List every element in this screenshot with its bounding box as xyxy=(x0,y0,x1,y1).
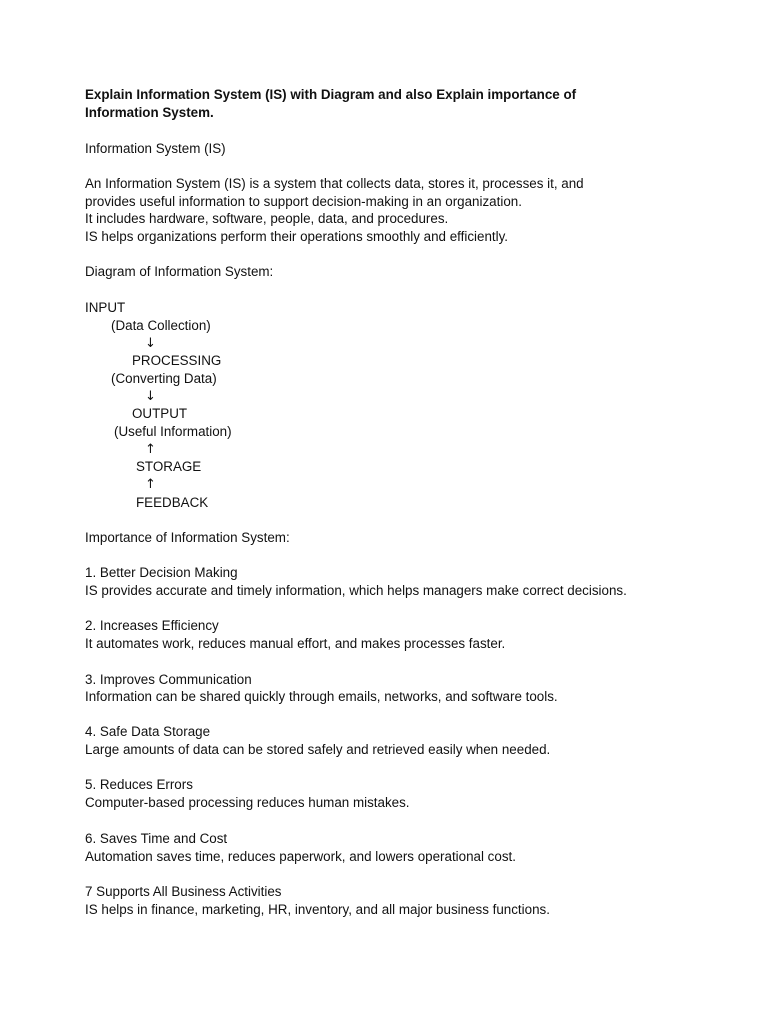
diagram-output: OUTPUT xyxy=(132,406,188,421)
point-title: 5. Reduces Errors xyxy=(85,777,193,792)
point-text: IS helps in finance, marketing, HR, inventory, and all major business functions. xyxy=(85,902,550,917)
point-title: 2. Increases Efficiency xyxy=(85,618,219,633)
section-heading: Information System (IS) xyxy=(85,141,226,156)
intro-line: An Information System (IS) is a system that collects data, stores it, processes it, and xyxy=(85,176,584,191)
point-title: 4. Safe Data Storage xyxy=(85,724,211,739)
document-title-line-2: Information System. xyxy=(85,105,214,120)
point-title: 7 Supports All Business Activities xyxy=(85,884,282,899)
diagram-feedback: FEEDBACK xyxy=(136,495,209,510)
document-title-line-1: Explain Information System (IS) with Diagram and also Explain importance of xyxy=(85,87,577,102)
arrow-up-icon: ↑ xyxy=(145,477,156,492)
point-title: 1. Better Decision Making xyxy=(85,565,238,580)
point-title: 3. Improves Communication xyxy=(85,672,252,687)
arrow-up-icon: ↑ xyxy=(145,442,156,457)
diagram-storage: STORAGE xyxy=(136,459,202,474)
arrow-down-icon: ↓ xyxy=(145,336,156,351)
diagram-processing-note: (Converting Data) xyxy=(111,371,217,386)
diagram-output-note: (Useful Information) xyxy=(114,424,232,439)
point-text: Information can be shared quickly through emails, networks, and software tools. xyxy=(85,689,558,704)
importance-heading: Importance of Information System: xyxy=(85,530,290,545)
intro-line: IS helps organizations perform their operations smoothly and efficiently. xyxy=(85,229,509,244)
diagram-input: INPUT xyxy=(85,300,126,315)
point-text: Large amounts of data can be stored safely and retrieved easily when needed. xyxy=(85,742,551,757)
point-title: 6. Saves Time and Cost xyxy=(85,831,228,846)
point-text: IS provides accurate and timely information, which helps managers make correct decisions. xyxy=(85,583,627,598)
point-text: Computer-based processing reduces human mistakes. xyxy=(85,795,410,810)
intro-line: provides useful information to support decision-making in an organization. xyxy=(85,194,522,209)
diagram-processing: PROCESSING xyxy=(132,353,222,368)
diagram-heading: Diagram of Information System: xyxy=(85,264,274,279)
arrow-down-icon: ↓ xyxy=(145,389,156,404)
point-text: It automates work, reduces manual effort, and makes processes faster. xyxy=(85,636,506,651)
point-text: Automation saves time, reduces paperwork, and lowers operational cost. xyxy=(85,849,516,864)
diagram-input-note: (Data Collection) xyxy=(111,318,211,333)
intro-line: It includes hardware, software, people, data, and procedures. xyxy=(85,211,449,226)
